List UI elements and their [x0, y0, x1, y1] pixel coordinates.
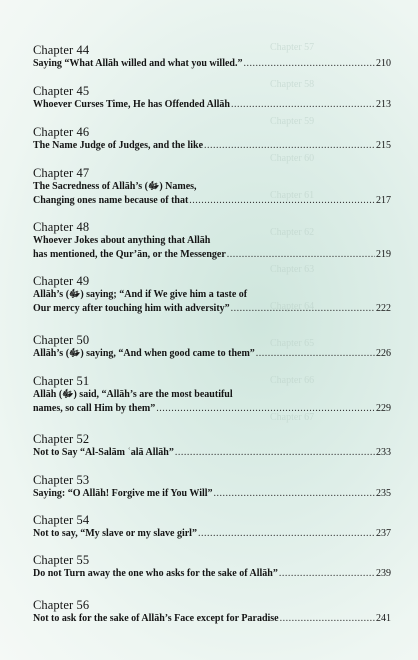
leader-dots	[279, 567, 375, 581]
leader-dots	[227, 248, 375, 262]
chapter-title	[33, 347, 391, 361]
page-number: 210	[376, 58, 391, 69]
chapter-title-line-1: Allāh (ﷻ) said, “Allāh’s are the most beautiful	[33, 389, 233, 400]
leader-dots	[231, 98, 375, 112]
page-number: 229	[376, 402, 391, 414]
page-number: 213	[376, 99, 391, 110]
show-through-text: Chapter 57 Chapter 58 Chapter 59 Chapter 60 Chapter 61 Chapter 62 Chapter 63 Chapter 64 Chapter 65 Chapter 66 Chapter 67	[270, 42, 315, 423]
chapter-title-text: has mentioned, the Qur’ān, or the Messenger	[33, 248, 226, 260]
chapter-number: Chapter 55	[33, 553, 90, 567]
toc-entry-chapter-46	[33, 125, 391, 153]
chapter-title-text: Changing ones name because of that	[33, 194, 189, 206]
page-number: 233	[376, 447, 391, 458]
chapter-title-text: Saying: “O Allāh! Forgive me if You Will”	[33, 488, 213, 499]
chapter-number: Chapter 45	[33, 84, 90, 98]
chapter-title	[33, 98, 391, 112]
toc-entry-chapter-56	[33, 598, 391, 626]
chapter-title-line-1: Whoever Jokes about anything that Allāh	[33, 235, 211, 246]
toc-entry-chapter-55	[33, 553, 391, 581]
chapter-title	[33, 139, 391, 153]
chapter-number: Chapter 48	[33, 220, 90, 234]
leader-dots	[231, 302, 375, 316]
page-number: 241	[376, 613, 391, 624]
chapter-title-text: Allāh’s (ﷻ) saying, “And when good came to them”	[33, 348, 255, 359]
toc-entry-chapter-45	[33, 84, 391, 112]
toc-entry-chapter-53	[33, 473, 391, 501]
chapter-title-text: Not to say, “My slave or my slave girl”	[33, 528, 197, 539]
page-number: 222	[376, 302, 391, 314]
chapter-number: Chapter 49	[33, 274, 90, 288]
leader-dots	[189, 194, 375, 208]
chapter-title-text: The Name Judge of Judges, and the like	[33, 140, 204, 151]
leader-dots	[156, 402, 375, 416]
chapter-title-line-1: The Sacredness of Allāh’s (ﷻ) Names,	[33, 181, 197, 192]
chapter-title	[33, 402, 391, 416]
page-number: 217	[376, 194, 391, 206]
toc-entry-chapter-52	[33, 432, 391, 460]
leader-dots	[244, 57, 376, 71]
leader-dots	[204, 139, 375, 153]
chapter-title-text: Whoever Curses Time, He has Offended Allāh	[33, 99, 230, 110]
page-number: 219	[376, 248, 391, 260]
leader-dots	[256, 347, 375, 361]
page-number: 237	[376, 528, 391, 539]
chapter-title	[33, 612, 391, 626]
toc-entry-chapter-49	[33, 274, 391, 315]
toc-entry-chapter-51	[33, 374, 391, 415]
page-number: 226	[376, 348, 391, 359]
chapter-number: Chapter 47	[33, 166, 90, 180]
chapter-title-text: Not to ask for the sake of Allāh’s Face except for Paradise	[33, 613, 279, 624]
leader-dots	[175, 446, 375, 460]
page-number: 235	[376, 488, 391, 499]
chapter-title-text: Saying “What Allāh willed and what you willed.”	[33, 58, 243, 69]
toc-entry-chapter-54	[33, 513, 391, 541]
chapter-title-text: Do not Turn away the one who asks for the sake of Allāh”	[33, 568, 278, 579]
chapter-number: Chapter 44	[33, 43, 90, 57]
chapter-number: Chapter 54	[33, 513, 90, 527]
chapter-title-text: Our mercy after touching him with adversity”	[33, 302, 230, 314]
chapter-number: Chapter 51	[33, 374, 90, 388]
chapter-title	[33, 248, 391, 262]
chapter-title	[33, 194, 391, 208]
toc-entry-chapter-47	[33, 166, 391, 207]
page-number: 215	[376, 140, 391, 151]
chapter-number: Chapter 53	[33, 473, 90, 487]
chapter-title	[33, 567, 391, 581]
toc-entry-chapter-48	[33, 220, 391, 261]
chapter-title-text: names, so call Him by them”	[33, 402, 156, 414]
leader-dots	[280, 612, 375, 626]
chapter-number: Chapter 56	[33, 598, 90, 612]
page-number: 239	[376, 568, 391, 579]
chapter-title	[33, 527, 391, 541]
leader-dots	[198, 527, 375, 541]
chapter-title	[33, 487, 391, 501]
chapter-title-line-1: Allāh’s (ﷻ) saying; “And if We give him a taste of	[33, 289, 248, 300]
toc-entry-chapter-44	[33, 43, 391, 71]
leader-dots	[214, 487, 375, 501]
chapter-number: Chapter 46	[33, 125, 90, 139]
chapter-title	[33, 57, 391, 71]
chapter-title	[33, 302, 391, 316]
chapter-title-text: Not to Say “Al-Salām ʿalā Allāh”	[33, 447, 174, 458]
chapter-title	[33, 446, 391, 460]
chapter-number: Chapter 50	[33, 333, 90, 347]
toc-entry-chapter-50	[33, 333, 391, 361]
chapter-number: Chapter 52	[33, 432, 90, 446]
